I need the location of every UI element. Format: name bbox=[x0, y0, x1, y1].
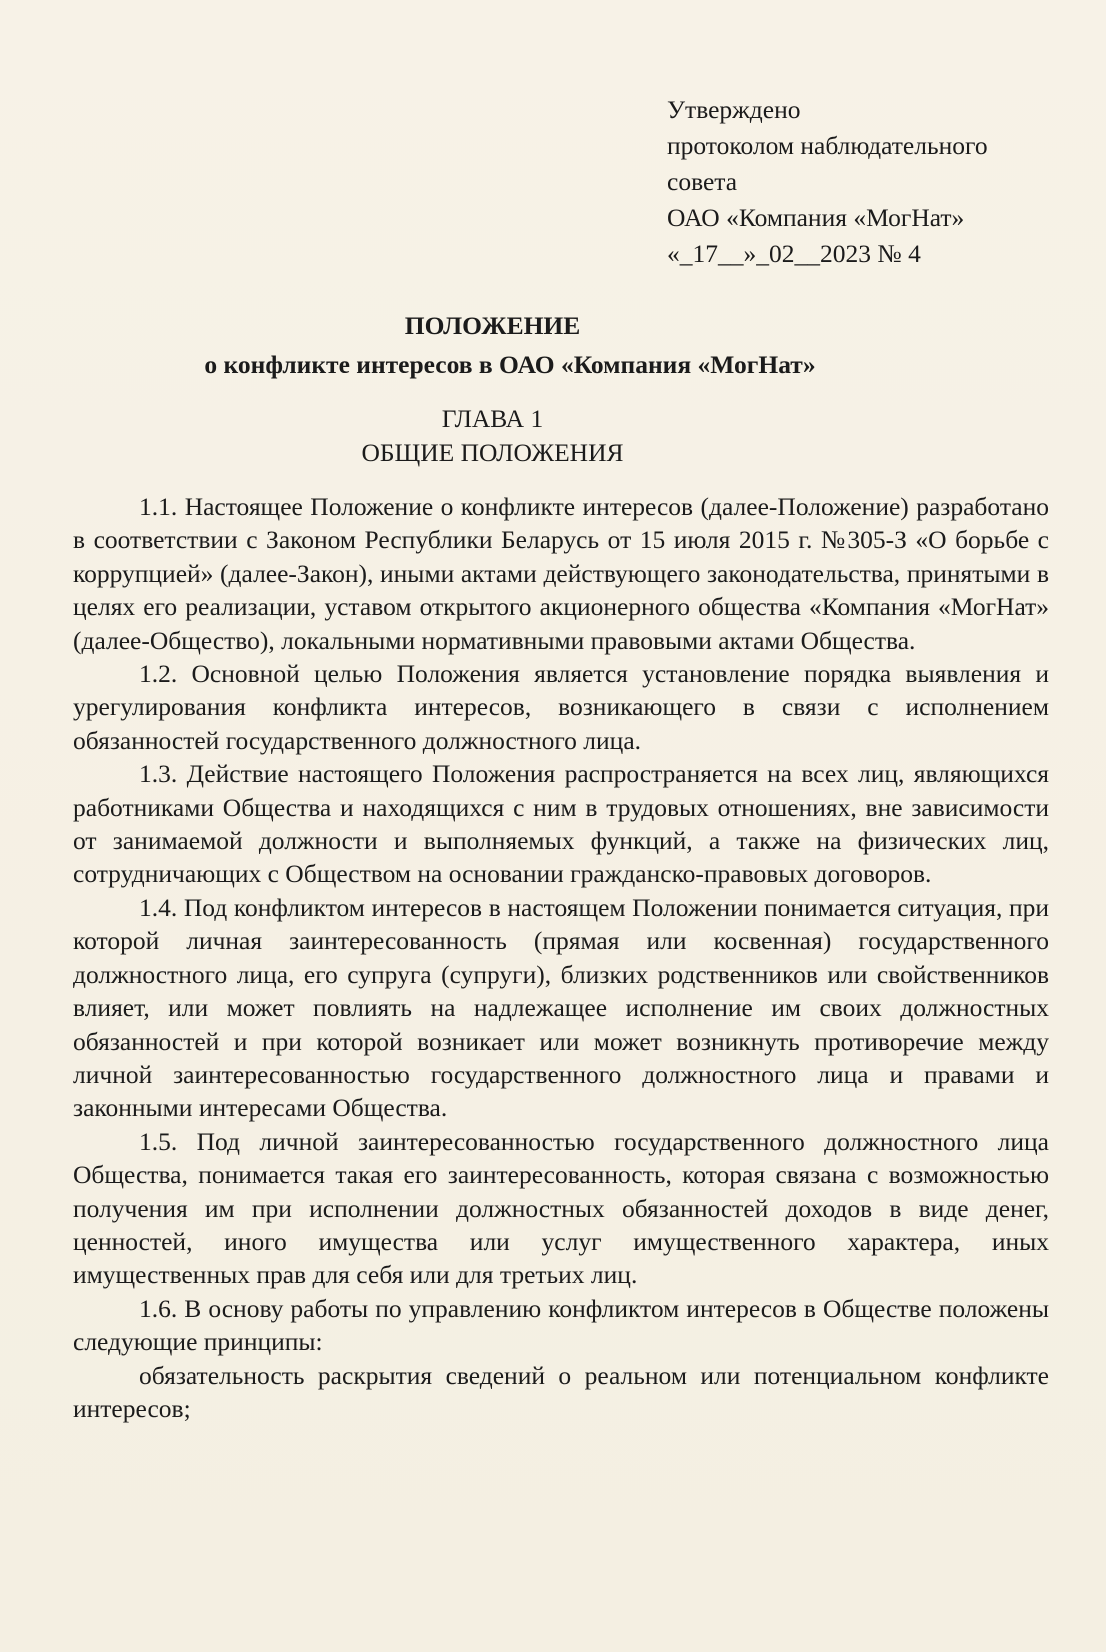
approval-line: ОАО «Компания «МогНат» bbox=[667, 203, 965, 232]
chapter-name: ОБЩИЕ ПОЛОЖЕНИЯ bbox=[361, 438, 624, 467]
document-body bbox=[73, 490, 1049, 1425]
approval-line: совета bbox=[667, 167, 738, 196]
paragraph-1-6: 1.6. В основу работы по управлению конфликтом интересов в Обществе положены следующие принципы: bbox=[73, 1293, 1049, 1357]
paragraph-1-3: 1.3. Действие настоящего Положения распространяется на всех лиц, являющихся работниками Общества и находящихся с ним в трудовых отношениях, вне зависимости от занимаемой должности и выполняемых функций, а также на физических лиц, сотрудничающих с Обществом на основании гражданско-правовых договоров. bbox=[73, 759, 1049, 889]
paragraph-1-2: 1.2. Основной целью Положения является установление порядка выявления и урегулирования конфликта интересов, возникающего в связи с исполнением обязанностей государственного должностного лица. bbox=[73, 659, 1049, 755]
paragraph-1-1: 1.1. Настоящее Положение о конфликте интересов (далее-Положение) разработано в соответствии с Законом Республики Беларусь от 15 июля 2015 г. №305-З «О борьбе с коррупцией» (далее-Закон), иными актами действующего законодательства, принятыми в целях его реализации, уставом открытого акционерного общества «Компания «МогНат» (далее-Общество), локальными нормативными правовыми актами Общества. bbox=[73, 492, 1049, 655]
document-subtitle: о конфликте интересов в ОАО «Компания «МогНат» bbox=[204, 350, 816, 379]
chapter-number: ГЛАВА 1 bbox=[441, 404, 544, 433]
approval-line: Утверждено bbox=[667, 95, 801, 124]
principle-item: обязательность раскрытия сведений о реальном или потенциальном конфликте интересов; bbox=[73, 1360, 1049, 1423]
approval-stamp-block bbox=[667, 92, 1067, 272]
paragraph-1-4: 1.4. Под конфликтом интересов в настоящем Положении понимается ситуация, при которой личная заинтересованность (прямая или косвенная) государственного должностного лица, его супруга (супруги), близких родственников или свойственников влияет, или может повлиять на надлежащее исполнение им своих должностных обязанностей и при которой возникает или может возникнуть противоречие между личной заинтересованностью государственного должностного лица и правами и законными интересами Общества. bbox=[73, 892, 1049, 1123]
approval-date-line: «_17__»_02__2023 № 4 bbox=[667, 239, 921, 268]
document-title: ПОЛОЖЕНИЕ bbox=[404, 311, 581, 340]
approval-line: протоколом наблюдательного bbox=[667, 131, 988, 160]
paragraph-1-5: 1.5. Под личной заинтересованностью государственного должностного лица Общества, понимается такая его заинтересованность, которая связана с возможностью получения им при исполнении должностных обязанностей доходов в виде денег, ценностей, иного имущества или услуг имущественного характера, иных имущественных прав для себя или для третьих лиц. bbox=[73, 1126, 1049, 1290]
